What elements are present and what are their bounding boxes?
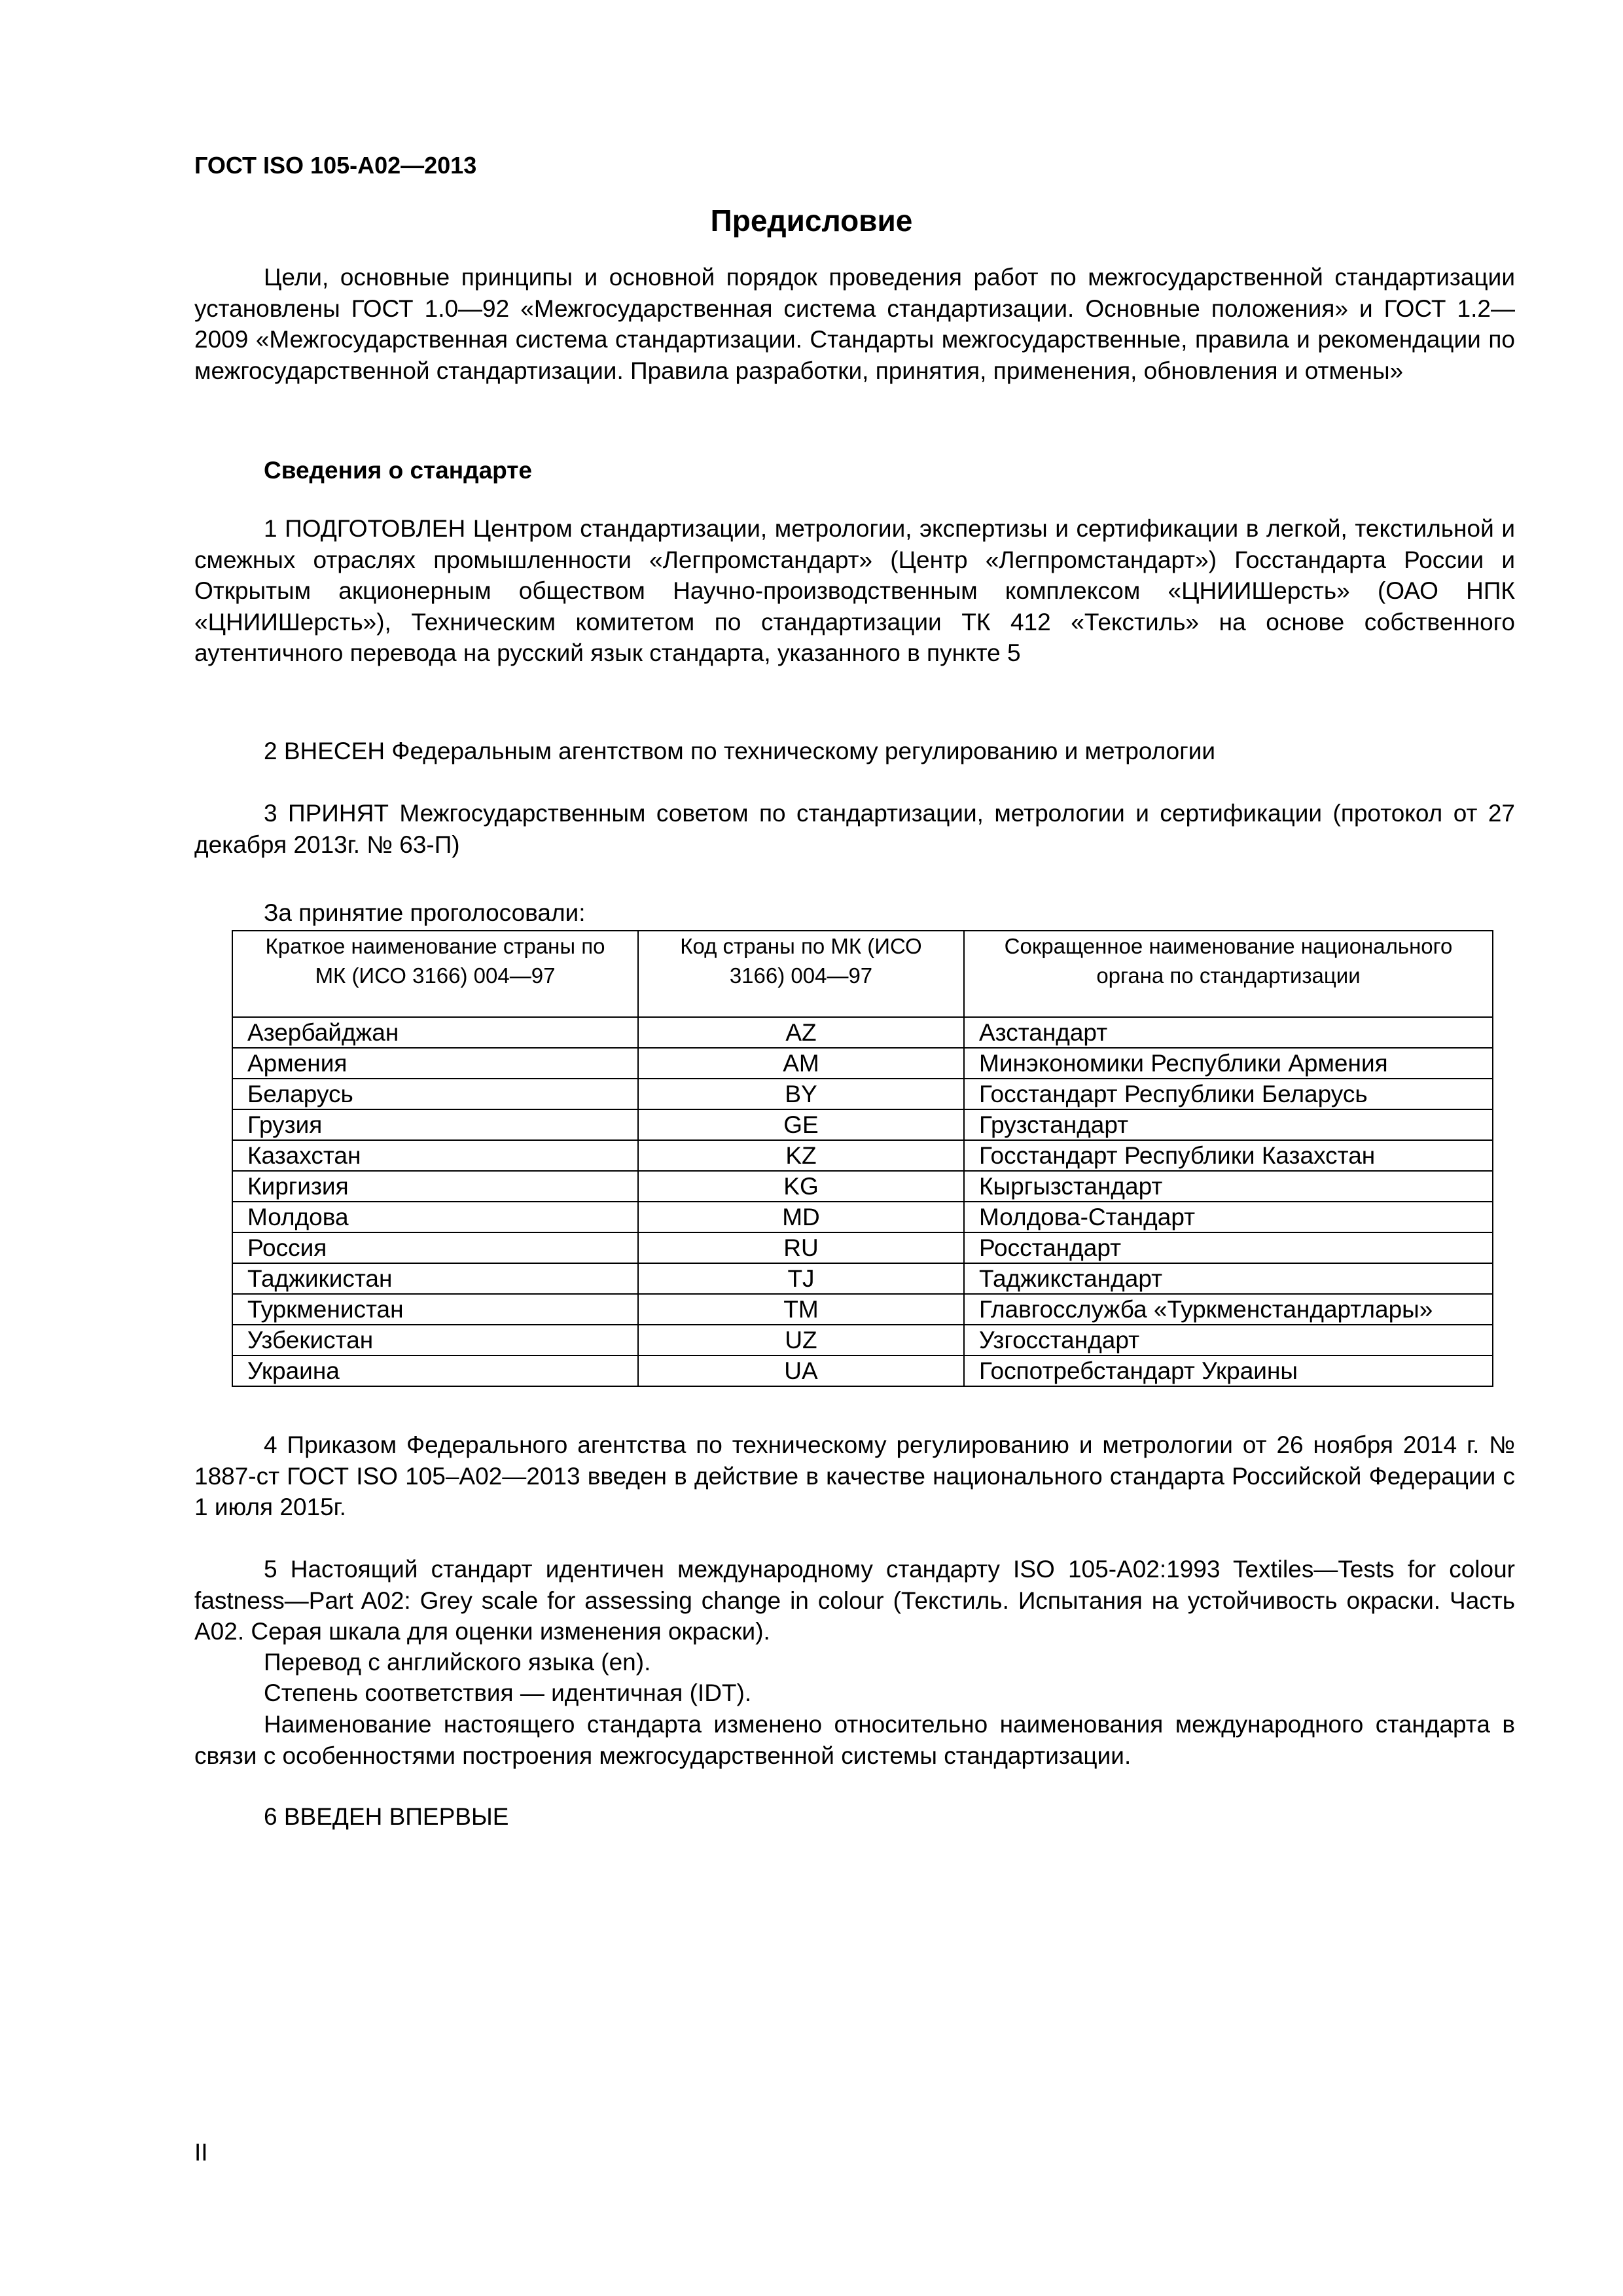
- table-row: [232, 1355, 1493, 1386]
- table-row: [232, 1232, 1493, 1263]
- column-header-authority: Сокращенное наименование национального органа по стандартизации: [964, 931, 1493, 1017]
- country-code-cell: KZ: [638, 1140, 964, 1171]
- item-5-paragraph: 5 Настоящий стандарт идентичен международному стандарту ISO 105-A02:1993 Textiles—Tests for colour fastness—Part A02: Grey scale for assessing change in colour (Текстиль. Испытания на устойчивость окраски. Часть А02. Серая шкала для оценки изменения окраски).: [194, 1556, 1515, 1645]
- authority-name-cell: Узгосстандарт: [964, 1325, 1493, 1355]
- country-name-cell: Казахстан: [232, 1140, 638, 1171]
- country-name-cell: Грузия: [232, 1109, 638, 1140]
- table-row: [232, 1109, 1493, 1140]
- authority-name-cell: Кыргызстандарт: [964, 1171, 1493, 1202]
- country-code-cell: UA: [638, 1355, 964, 1386]
- country-code-cell: TJ: [638, 1263, 964, 1294]
- country-code-cell: TM: [638, 1294, 964, 1325]
- item-4-paragraph: 4 Приказом Федерального агентства по техническому регулированию и метрологии от 26 ноября 2014 г. № 1887-ст ГОСТ ISO 105–A02—2013 введен в действие в качестве национального стандарта Российской Федерации с 1 июля 2015г.: [194, 1431, 1515, 1520]
- table-row: [232, 1171, 1493, 1202]
- item-3-paragraph: 3 ПРИНЯТ Межгосударственным советом по стандартизации, метрологии и сертификации (протокол от 27 декабря 2013г. № 63-П): [194, 800, 1515, 858]
- table-row: [232, 1017, 1493, 1048]
- page-number: II: [194, 2139, 208, 2166]
- authority-name-cell: Грузстандарт: [964, 1109, 1493, 1140]
- country-code-cell: AM: [638, 1048, 964, 1079]
- country-code-cell: GE: [638, 1109, 964, 1140]
- voting-countries-table: [232, 930, 1493, 1387]
- country-code-cell: KG: [638, 1171, 964, 1202]
- table-row: [232, 1263, 1493, 1294]
- item-5-conformity: Степень соответствия — идентичная (IDT).: [264, 1679, 752, 1706]
- authority-name-cell: Госстандарт Республики Казахстан: [964, 1140, 1493, 1171]
- item-1-paragraph: 1 ПОДГОТОВЛЕН Центром стандартизации, метрологии, экспертизы и сертификации в легкой, текстильной и смежных отраслях промышленности «Легпромстандарт» (Центр «Легпромстандарт») Госстандарта России и Открытым акционерным обществом Научно-производственным комплексом «ЦНИИШерсть» (ОАО НПК «ЦНИИШерсть»), Техническим комитетом по стандартизации ТК 412 «Текстиль» на основе собственного аутентичного перевода на русский язык стандарта, указанного в пункте 5: [194, 515, 1515, 666]
- item-5-translation: Перевод с английского языка (en).: [264, 1649, 651, 1676]
- table-row: [232, 1294, 1493, 1325]
- country-code-cell: BY: [638, 1079, 964, 1109]
- item-2-paragraph: 2 ВНЕСЕН Федеральным агентством по техническому регулированию и метрологии: [264, 738, 1216, 764]
- table-row: [232, 1079, 1493, 1109]
- table-row: [232, 1140, 1493, 1171]
- country-name-cell: Украина: [232, 1355, 638, 1386]
- country-name-cell: Узбекистан: [232, 1325, 638, 1355]
- table-row: [232, 1048, 1493, 1079]
- column-header-code: Код страны по МК (ИСО 3166) 004—97: [638, 931, 964, 1017]
- country-name-cell: Россия: [232, 1232, 638, 1263]
- country-name-cell: Азербайджан: [232, 1017, 638, 1048]
- section-heading: Сведения о стандарте: [264, 457, 532, 484]
- country-name-cell: Молдова: [232, 1202, 638, 1232]
- item-6-paragraph: 6 ВВЕДЕН ВПЕРВЫЕ: [264, 1803, 509, 1830]
- page-title: Предисловие: [710, 204, 913, 238]
- table-row: [232, 1202, 1493, 1232]
- vote-caption: За принятие проголосовали:: [264, 899, 586, 926]
- country-name-cell: Таджикистан: [232, 1263, 638, 1294]
- country-code-cell: UZ: [638, 1325, 964, 1355]
- country-code-cell: MD: [638, 1202, 964, 1232]
- intro-paragraph: Цели, основные принципы и основной порядок проведения работ по межгосударственной стандартизации установлены ГОСТ 1.0—92 «Межгосударственная система стандартизации. Основные положения» и ГОСТ 1.2—2009 «Межгосударственная система стандартизации. Стандарты межгосударственные, правила и рекомендации по межгосударственной стандартизации. Правила разработки, принятия, применения, обновления и отмены»: [194, 264, 1515, 384]
- authority-name-cell: Минэкономики Республики Армения: [964, 1048, 1493, 1079]
- authority-name-cell: Таджикстандарт: [964, 1263, 1493, 1294]
- item-5-naming-note: Наименование настоящего стандарта изменено относительно наименования международного стандарта в связи с особенностями построения межгосударственной системы стандартизации.: [194, 1711, 1515, 1769]
- authority-name-cell: Госстандарт Республики Беларусь: [964, 1079, 1493, 1109]
- authority-name-cell: Главгосслужба «Туркменстандартлары»: [964, 1294, 1493, 1325]
- authority-name-cell: Азстандарт: [964, 1017, 1493, 1048]
- authority-name-cell: Молдова-Стандарт: [964, 1202, 1493, 1232]
- country-name-cell: Армения: [232, 1048, 638, 1079]
- authority-name-cell: Росстандарт: [964, 1232, 1493, 1263]
- country-code-cell: AZ: [638, 1017, 964, 1048]
- country-name-cell: Беларусь: [232, 1079, 638, 1109]
- country-name-cell: Туркменистан: [232, 1294, 638, 1325]
- country-code-cell: RU: [638, 1232, 964, 1263]
- table-row: [232, 1325, 1493, 1355]
- document-id-header: ГОСТ ISO 105-A02—2013: [194, 152, 477, 179]
- authority-name-cell: Госпотребстандарт Украины: [964, 1355, 1493, 1386]
- column-header-country: Краткое наименование страны по МК (ИСО 3166) 004—97: [232, 931, 638, 1017]
- country-name-cell: Киргизия: [232, 1171, 638, 1202]
- table-header-row: [232, 931, 1493, 1017]
